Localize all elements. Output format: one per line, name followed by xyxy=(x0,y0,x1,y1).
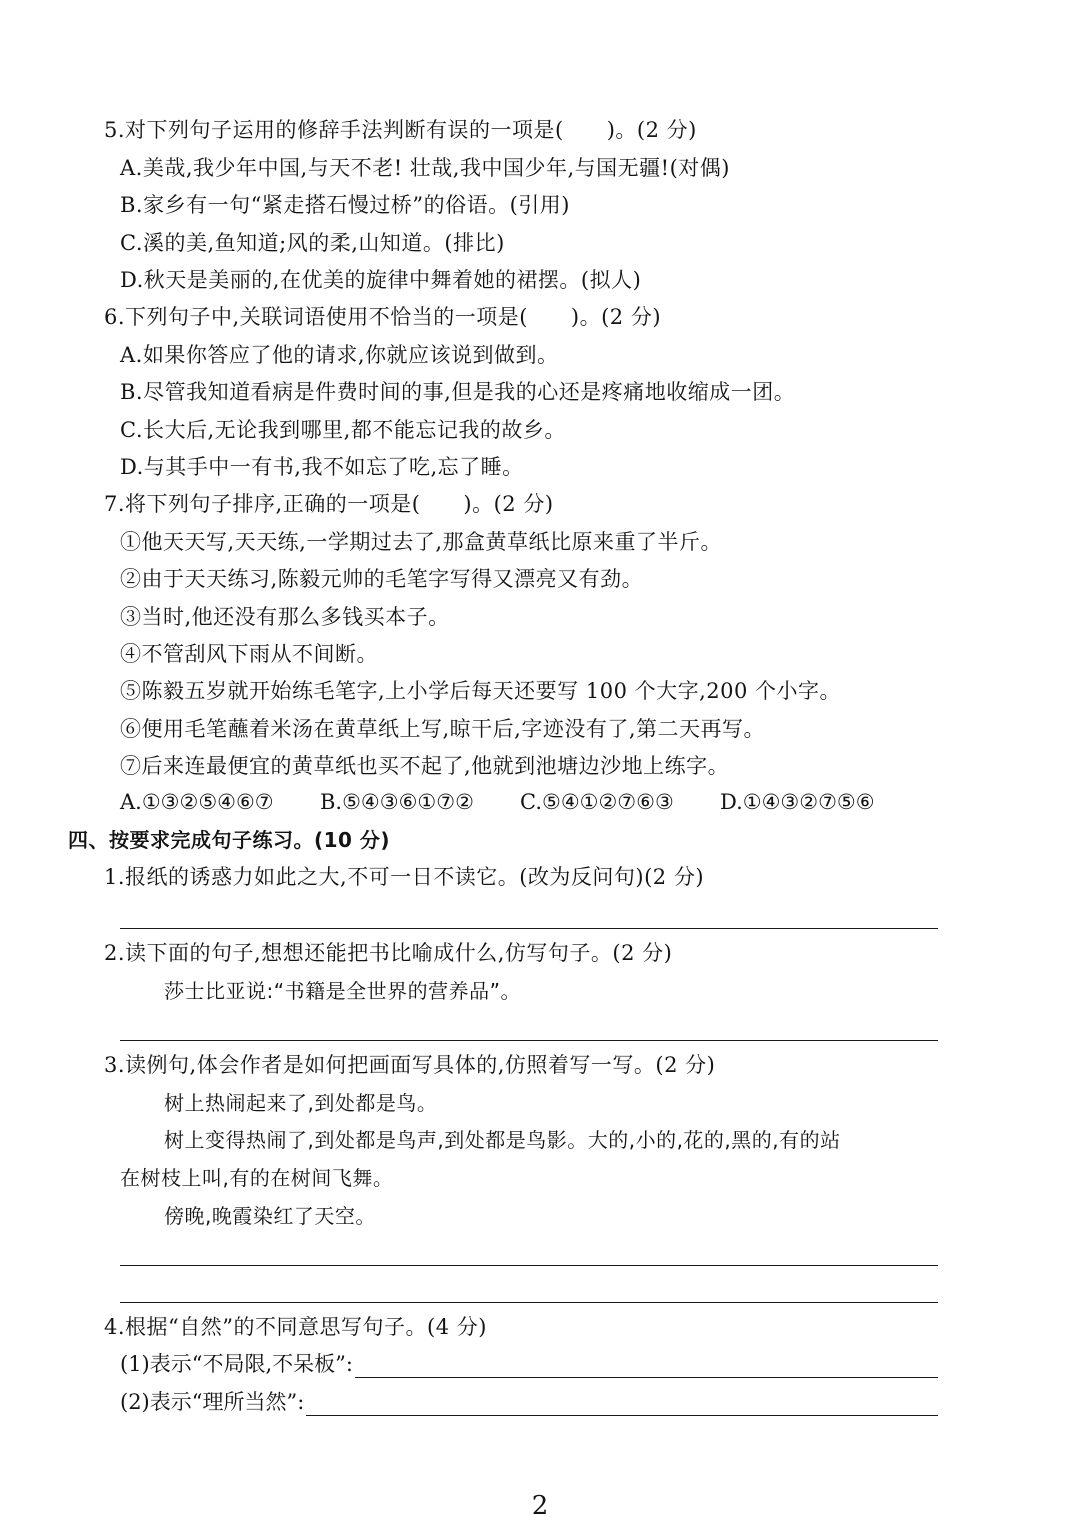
p4-q4-item-1-answer-line[interactable] xyxy=(355,1355,938,1378)
p4-q4-stem: 4.根据“自然”的不同意思写句子。(4 分) xyxy=(104,1315,487,1339)
p4-q3-example-2-line-2: 在树枝上叫,有的在树间飞舞。 xyxy=(120,1166,394,1190)
p4-q4-item-2 xyxy=(120,1388,938,1416)
p4-q1-answer-line[interactable] xyxy=(120,928,938,929)
q6-option-a: A.如果你答应了他的请求,你就应该说到做到。 xyxy=(120,343,559,367)
q5-option-d: D.秋天是美丽的,在优美的旋律中舞着她的裙摆。(拟人) xyxy=(120,268,642,292)
q7-option-d: D.①④③②⑦⑤⑥ xyxy=(720,790,875,814)
q5-option-c: C.溪的美,鱼知道;风的柔,山知道。(排比) xyxy=(120,231,505,255)
p4-q1-stem: 1.报纸的诱惑力如此之大,不可一日不读它。(改为反问句)(2 分) xyxy=(104,865,705,889)
q7-sentence-3: ③当时,他还没有那么多钱买本子。 xyxy=(120,605,450,629)
section-4-heading: 四、按要求完成句子练习。(10 分) xyxy=(68,828,391,852)
q6-stem: 6.下列句子中,关联词语使用不恰当的一项是( )。(2 分) xyxy=(104,305,662,329)
p4-q2-quote: 莎士比亚说:“书籍是全世界的营养品”。 xyxy=(164,979,521,1003)
p4-q4-item-2-answer-line[interactable] xyxy=(306,1393,938,1416)
p4-q4-item-2-label: (2)表示“理所当然”: xyxy=(120,1390,305,1414)
q7-sentence-4: ④不管刮风下雨从不间断。 xyxy=(120,642,378,666)
p4-q3-answer-line-2[interactable] xyxy=(120,1302,938,1303)
q7-option-a: A.①③②⑤④⑥⑦ xyxy=(120,790,274,814)
q7-sentence-1: ①他天天写,天天练,一学期过去了,那盒黄草纸比原来重了半斤。 xyxy=(120,530,723,554)
q7-stem: 7.将下列句子排序,正确的一项是( )。(2 分) xyxy=(104,492,554,516)
q5-option-a: A.美哉,我少年中国,与天不老! 壮哉,我中国少年,与国无疆!(对偶) xyxy=(120,156,730,180)
q5-option-b: B.家乡有一句“紧走搭石慢过桥”的俗语。(引用) xyxy=(120,193,570,217)
p4-q3-stem: 3.读例句,体会作者是如何把画面写具体的,仿照着写一写。(2 分) xyxy=(104,1053,716,1077)
q7-option-b: B.⑤④③⑥①⑦② xyxy=(320,790,474,814)
p4-q3-example-2-line-1: 树上变得热闹了,到处都是鸟声,到处都是鸟影。大的,小的,花的,黑的,有的站 xyxy=(164,1128,841,1152)
p4-q2-stem: 2.读下面的句子,想想还能把书比喻成什么,仿写句子。(2 分) xyxy=(104,941,673,965)
q7-sentence-6: ⑥便用毛笔蘸着米汤在黄草纸上写,晾干后,字迹没有了,第二天再写。 xyxy=(120,717,766,741)
q6-option-d: D.与其手中一有书,我不如忘了吃,忘了睡。 xyxy=(120,455,524,479)
q7-sentence-7: ⑦后来连最便宜的黄草纸也买不起了,他就到池塘边沙地上练字。 xyxy=(120,754,730,778)
q6-option-c: C.长大后,无论我到哪里,都不能忘记我的故乡。 xyxy=(120,418,566,442)
p4-q4-item-1 xyxy=(120,1350,938,1378)
q7-sentence-5: ⑤陈毅五岁就开始练毛笔字,上小学后每天还要写 100 个大字,200 个小字。 xyxy=(120,679,842,703)
p4-q3-example-1: 树上热闹起来了,到处都是鸟。 xyxy=(164,1091,438,1115)
q7-sentence-2: ②由于天天练习,陈毅元帅的毛笔字写得又漂亮又有劲。 xyxy=(120,567,644,591)
q5-stem: 5.对下列句子运用的修辞手法判断有误的一项是( )。(2 分) xyxy=(104,118,697,142)
page-number: 2 xyxy=(531,1491,549,1521)
q7-option-c: C.⑤④①②⑦⑥③ xyxy=(520,790,674,814)
p4-q3-answer-line-1[interactable] xyxy=(120,1265,938,1266)
p4-q3-prompt: 傍晚,晚霞染红了天空。 xyxy=(164,1204,376,1228)
p4-q4-item-1-label: (1)表示“不局限,不呆板”: xyxy=(120,1352,353,1376)
q6-option-b: B.尽管我知道看病是件费时间的事,但是我的心还是疼痛地收缩成一团。 xyxy=(120,380,796,404)
p4-q2-answer-line[interactable] xyxy=(120,1040,938,1041)
